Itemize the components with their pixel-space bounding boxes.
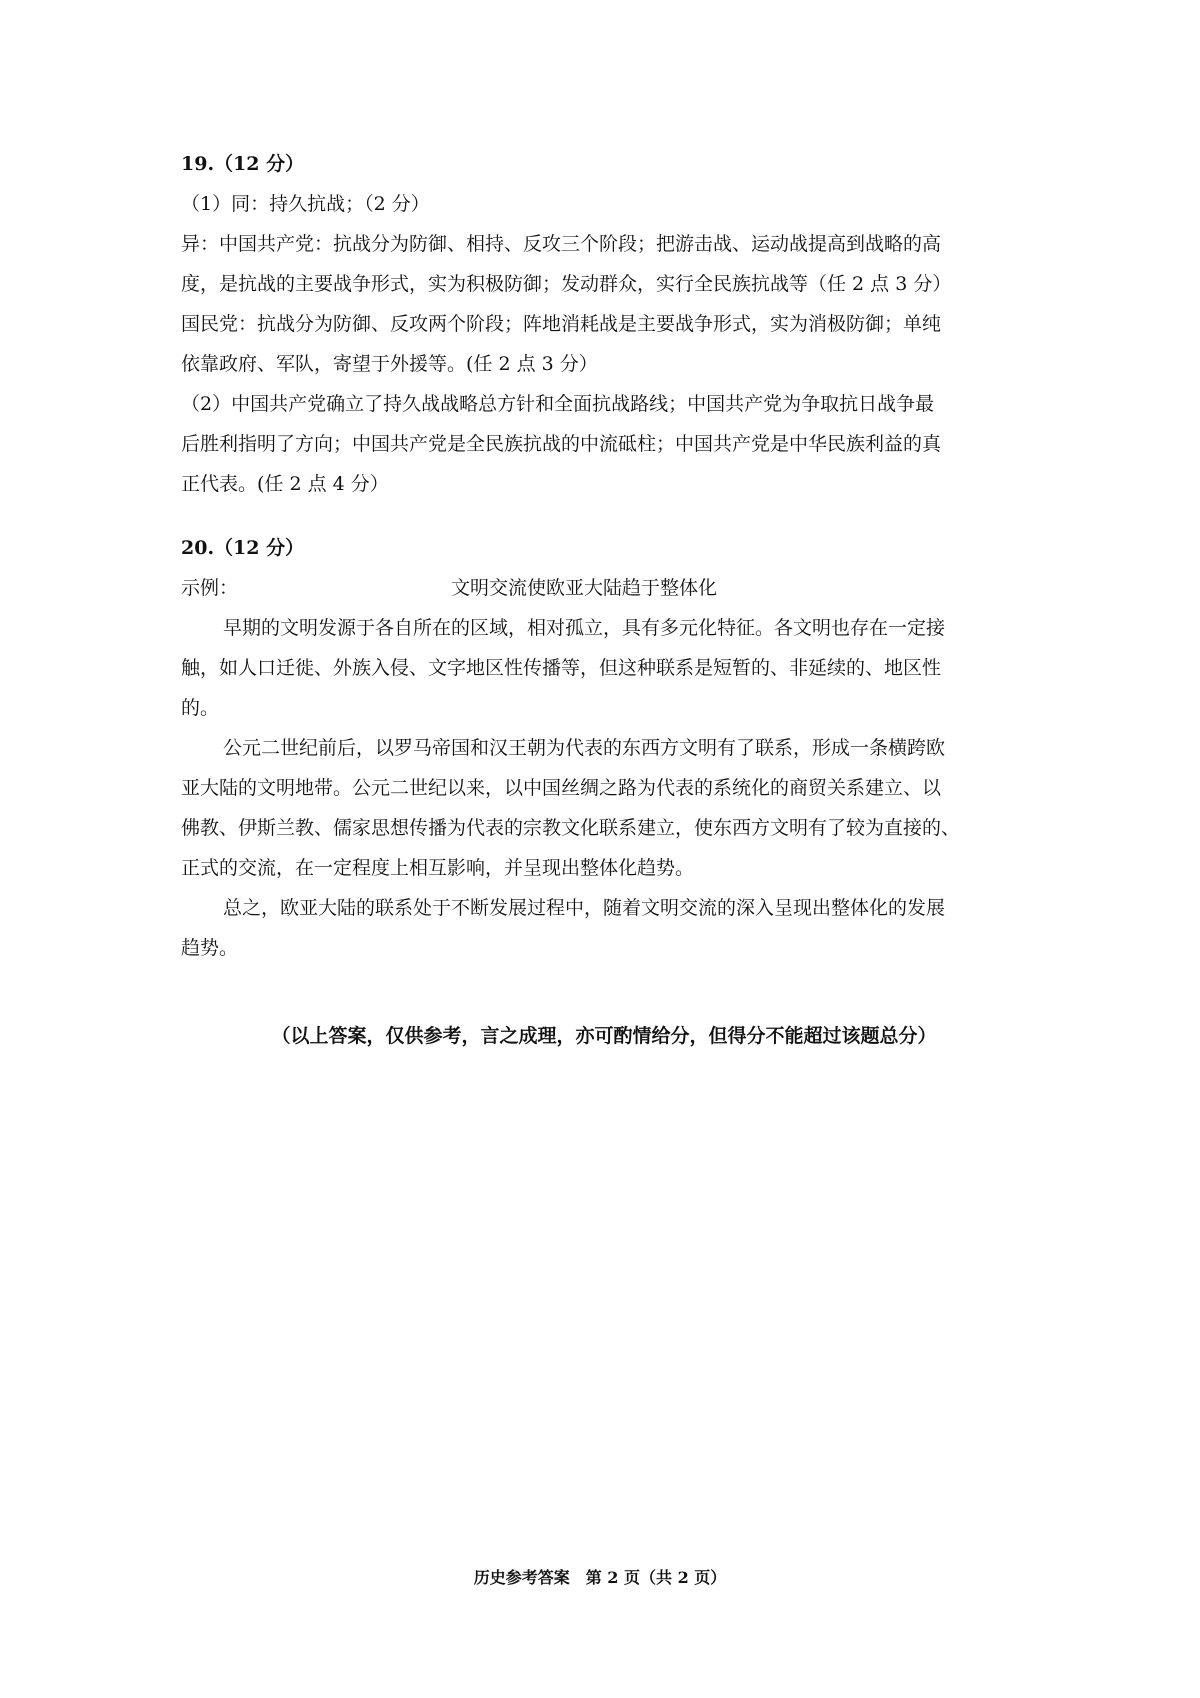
section-gap (181, 504, 1027, 528)
grading-disclaimer: （以上答案，仅供参考，言之成理，亦可酌情给分，但得分不能超过该题总分） (271, 1025, 937, 1047)
q20-paragraph-line: 总之，欧亚大陆的联系处于不断发展过程中，随着文明交流的深入呈现出整体化的发展 (223, 897, 946, 919)
page-footer: 历史参考答案 第 2 页（共 2 页） (473, 1568, 727, 1587)
q19-line: （1）同：持久抗战；（2 分） (181, 193, 430, 215)
example-title: 文明交流使欧亚大陆趋于整体化 (451, 577, 718, 599)
question-20-title: 20.（12 分） (181, 537, 305, 559)
q19-line: 依靠政府、军队，寄望于外援等。(任 2 点 3 分） (181, 353, 598, 375)
q20-paragraph-line: 触，如人口迁徙、外族入侵、文字地区性传播等，但这种联系是短暂的、非延续的、地区性 (181, 657, 942, 679)
q19-line: （2）中国共产党确立了持久战战略总方针和全面抗战路线；中国共产党为争取抗日战争最 (181, 393, 935, 415)
question-19-title: 19.（12 分） (181, 153, 305, 175)
q20-paragraph-line: 佛教、伊斯兰教、儒家思想传播为代表的宗教文化联系建立，使东西方文明有了较为直接的、 (181, 817, 961, 839)
q19-line: 异：中国共产党：抗战分为防御、相持、反攻三个阶段；把游击战、运动战提高到战略的高 (181, 233, 942, 255)
section-gap (181, 968, 1027, 1016)
q20-paragraph-line: 公元二世纪前后，以罗马帝国和汉王朝为代表的东西方文明有了联系，形成一条横跨欧 (223, 737, 946, 759)
q20-paragraph-line: 的。 (181, 697, 220, 719)
q19-line: 国民党：抗战分为防御、反攻两个阶段；阵地消耗战是主要战争形式，实为消极防御；单纯 (181, 313, 942, 335)
answer-content (181, 144, 1027, 1056)
example-row (181, 568, 1027, 608)
q20-paragraph-line: 正式的交流，在一定程度上相互影响，并呈现出整体化趋势。 (181, 857, 695, 879)
example-label: 示例： (181, 577, 239, 599)
q20-paragraph-line: 趋势。 (181, 937, 239, 959)
q19-line: 度，是抗战的主要战争形式，实为积极防御；发动群众，实行全民族抗战等（任 2 点 3 分） (181, 273, 952, 295)
q20-paragraph-line: 亚大陆的文明地带。公元二世纪以来，以中国丝绸之路为代表的系统化的商贸关系建立、以 (181, 777, 942, 799)
q20-paragraph-line: 早期的文明发源于各自所在的区域，相对孤立，具有多元化特征。各文明也存在一定接 (223, 617, 946, 639)
q19-line: 后胜利指明了方向；中国共产党是全民族抗战的中流砥柱；中国共产党是中华民族利益的真 (181, 433, 942, 455)
q19-line: 正代表。(任 2 点 4 分） (181, 473, 389, 495)
